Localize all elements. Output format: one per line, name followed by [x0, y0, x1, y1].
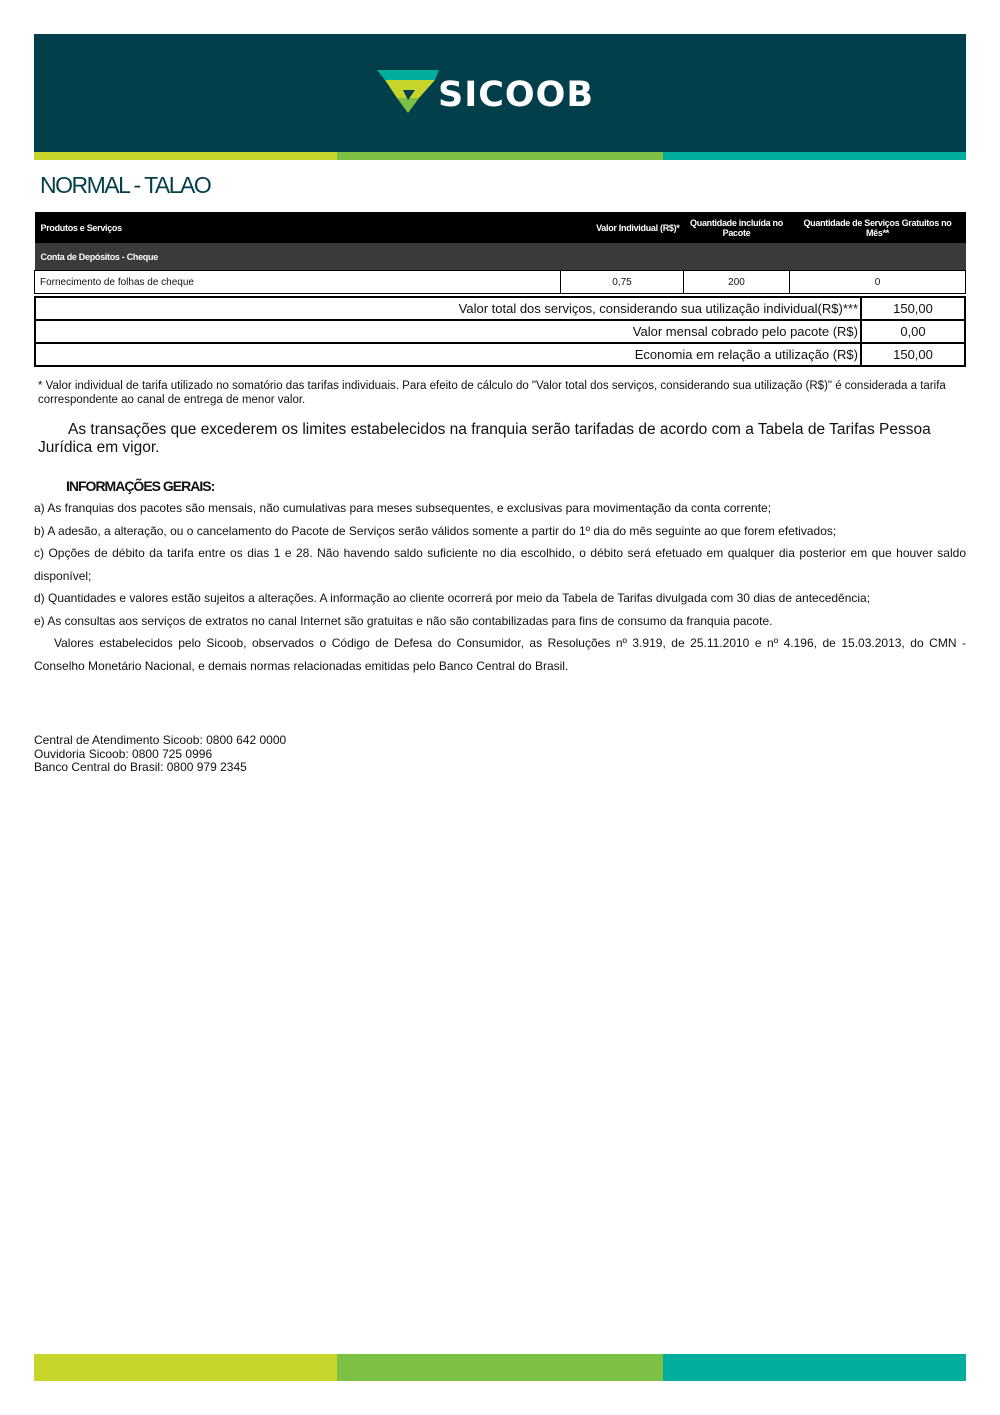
sicoob-logo: [375, 68, 625, 118]
info-item-c: c) Opções de débito da tarifa entre os dias 1 e 28. Não havendo saldo suficiente no dia escolhido, o débito será efetuado em qualquer dia posterior em que houver saldo disponível;: [34, 546, 966, 583]
savings-label: Economia em relação a utilização (R$): [35, 343, 861, 366]
row-individual: 0,75: [561, 271, 684, 294]
table-header-row: [35, 212, 966, 243]
info-list: [34, 497, 966, 677]
monthly-label: Valor mensal cobrado pelo pacote (R$): [35, 320, 861, 343]
info-item-d: d) Quantidades e valores estão sujeitos a alterações. A informação ao cliente ocorrerá por meio da Tabela de Tarifas divulgada com 30 dias de antecedência;: [34, 591, 871, 605]
page-title: NORMAL - TALAO: [40, 172, 211, 198]
footnote: * Valor individual de tarifa utilizado no somatório das tarifas individuais. Para efeito de cálculo do "Valor total dos serviços, considerando sua utilização (R$)" é considerada a tarifa correspondente ao canal de entrega de menor valor.: [38, 380, 946, 406]
top-color-stripe: [34, 152, 966, 160]
contact-ouvidoria: Ouvidoria Sicoob: 0800 725 0996: [34, 746, 213, 761]
totals-table: [34, 296, 966, 367]
header-free: Quantidade de Serviços Gratuitos no Mês**: [790, 212, 966, 243]
services-table: [34, 212, 966, 294]
header-banner: [34, 34, 966, 152]
savings-row: [35, 343, 965, 366]
monthly-row: [35, 320, 965, 343]
header-individual: Valor Individual (R$)*: [561, 212, 684, 243]
contacts: [34, 734, 286, 775]
section-label: Conta de Depósitos - Cheque: [35, 243, 966, 271]
transactions-notice: As transações que excederem os limites estabelecidos na franquia serão tarifadas de acordo com a Tabela de Tarifas Pessoa Jurídica em vigor.: [38, 421, 931, 456]
total-label: Valor total dos serviços, considerando sua utilização individual(R$)***: [35, 297, 861, 320]
row-free: 0: [790, 271, 966, 294]
info-item-e: e) As consultas aos serviços de extratos no canal Internet são gratuitas e não são contabilizadas para fins de consumo da franquia pacote.: [34, 613, 773, 628]
section-row: [35, 243, 966, 271]
bottom-color-stripe: [34, 1354, 966, 1381]
header-included: Quantidade incluída no Pacote: [684, 212, 790, 243]
monthly-value: 0,00: [861, 320, 965, 343]
header-product: Produtos e Serviços: [35, 212, 561, 243]
contact-central: Central de Atendimento Sicoob: 0800 642 0000: [34, 733, 287, 747]
contact-bacen: Banco Central do Brasil: 0800 979 2345: [34, 760, 247, 774]
info-item-b: b) A adesão, a alteração, ou o cancelamento do Pacote de Serviços serão válidos somente a partir do 1º dia do mês seguinte ao que forem efetivados;: [34, 523, 837, 538]
total-value: 150,00: [861, 297, 965, 320]
total-row: [35, 297, 965, 320]
savings-value: 150,00: [861, 343, 965, 366]
row-product: Fornecimento de folhas de cheque: [35, 271, 561, 294]
info-item-a: a) As franquias dos pacotes são mensais, não cumulativas para meses subsequentes, e exclusivas para movimentação da conta corrente;: [34, 501, 772, 515]
logo-text: SICOOB: [438, 75, 595, 115]
info-closing: Valores estabelecidos pelo Sicoob, observados o Código de Defesa do Consumidor, as Resoluções nº 3.919, de 25.11.2010 e nº 4.196, de 15.03.2013, do CMN - Conselho Monetário Nacional, e demais normas relacionadas emitidas pelo Banco Central do Brasil.: [34, 636, 966, 673]
row-included: 200: [684, 271, 790, 294]
info-title: INFORMAÇÕES GERAIS:: [66, 478, 215, 494]
table-row: [35, 271, 966, 294]
